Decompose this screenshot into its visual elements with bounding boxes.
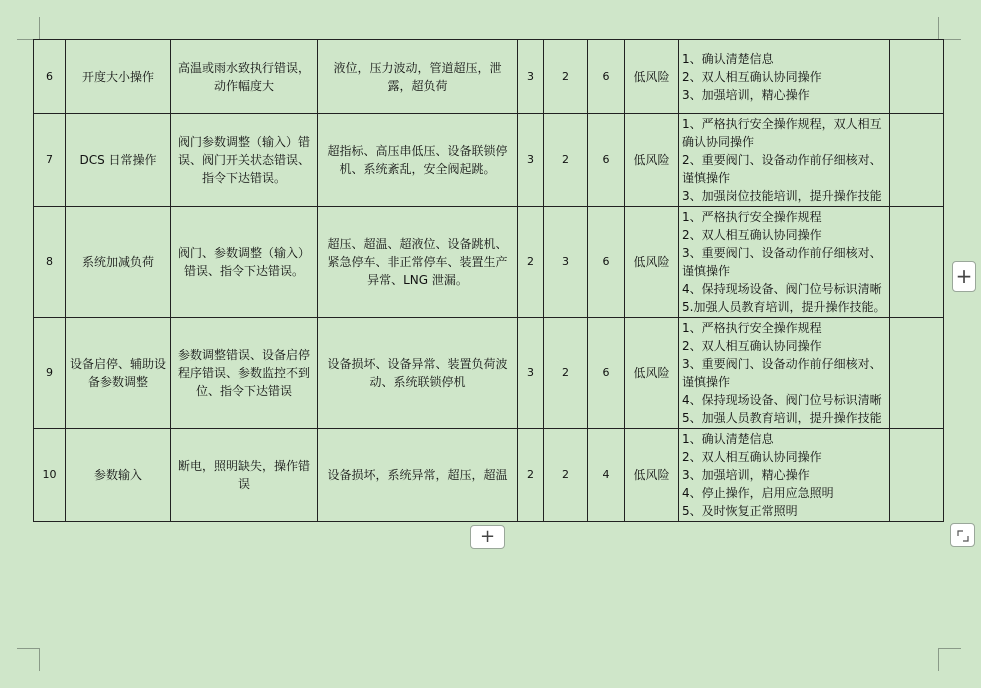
measure-item: 5.加强人员教育培训，提升操作技能。: [682, 300, 886, 314]
operation-cell[interactable]: 系统加减负荷: [66, 207, 171, 318]
consequence-cell[interactable]: 超压、超温、超液位、设备跳机、紧急停车、非正常停车、装置生产异常、LNG 泄漏。: [318, 207, 518, 318]
cause-cell[interactable]: 参数调整错误、设备启停程序错误、参数监控不到位、指令下达错误: [171, 318, 318, 429]
risk-value-cell[interactable]: 6: [588, 114, 625, 207]
risk-level-cell[interactable]: 低风险: [625, 318, 679, 429]
control-measures-cell[interactable]: [679, 429, 890, 522]
measure-item: 1、严格执行安全操作规程: [682, 321, 822, 335]
extra-cell[interactable]: [890, 318, 944, 429]
severity-cell[interactable]: 2: [544, 114, 588, 207]
consequence-cell[interactable]: 设备损坏，系统异常，超压，超温: [318, 429, 518, 522]
measure-item: 2、双人相互确认协同操作: [682, 339, 822, 353]
likelihood-cell[interactable]: 3: [518, 318, 544, 429]
risk-value-cell[interactable]: 6: [588, 318, 625, 429]
measure-item: 1、严格执行安全操作规程: [682, 210, 822, 224]
operation-cell[interactable]: DCS 日常操作: [66, 114, 171, 207]
risk-level-cell[interactable]: 低风险: [625, 40, 679, 114]
measure-item: 5、及时恢复正常照明: [682, 504, 798, 518]
severity-cell[interactable]: 2: [544, 429, 588, 522]
control-measures-cell[interactable]: [679, 114, 890, 207]
measure-item: 2、重要阀门、设备动作前仔细核对、谨慎操作: [682, 153, 882, 185]
control-measures-cell[interactable]: [679, 40, 890, 114]
row-number[interactable]: 8: [34, 207, 66, 318]
risk-level-cell[interactable]: 低风险: [625, 207, 679, 318]
measure-item: 3、加强培训，精心操作: [682, 87, 810, 102]
consequence-cell[interactable]: 液位，压力波动，管道超压，泄露，超负荷: [318, 40, 518, 114]
extra-cell[interactable]: [890, 429, 944, 522]
operation-cell[interactable]: 参数输入: [66, 429, 171, 522]
cause-cell[interactable]: 阀门参数调整（输入）错误、阀门开关状态错误、指令下达错误。: [171, 114, 318, 207]
plus-icon: +: [955, 264, 973, 288]
measure-item: 2、双人相互确认协同操作: [682, 69, 822, 84]
row-number[interactable]: 10: [34, 429, 66, 522]
risk-value-cell[interactable]: 6: [588, 40, 625, 114]
measure-item: 3、重要阀门、设备动作前仔细核对、谨慎操作: [682, 357, 882, 389]
risk-value-cell[interactable]: 6: [588, 207, 625, 318]
operation-cell[interactable]: 开度大小操作: [66, 40, 171, 114]
severity-cell[interactable]: 2: [544, 40, 588, 114]
page-corner-mark-bottom-right: [938, 648, 961, 671]
severity-cell[interactable]: 2: [544, 318, 588, 429]
extra-cell[interactable]: [890, 114, 944, 207]
risk-level-cell[interactable]: 低风险: [625, 429, 679, 522]
table-resize-handle[interactable]: [950, 523, 975, 547]
table-row: [34, 318, 944, 429]
row-number[interactable]: 6: [34, 40, 66, 114]
measure-item: 3、加强培训，精心操作: [682, 468, 810, 482]
severity-cell[interactable]: 3: [544, 207, 588, 318]
measure-item: 1、严格执行安全操作规程，双人相互确认协同操作: [682, 117, 882, 149]
add-row-button[interactable]: [470, 525, 505, 549]
operation-cell[interactable]: 设备启停、辅助设备参数调整: [66, 318, 171, 429]
page-corner-mark-top-left: [17, 17, 40, 40]
control-measures-cell[interactable]: [679, 318, 890, 429]
measure-item: 3、加强岗位技能培训，提升操作技能: [682, 189, 882, 203]
row-number[interactable]: 9: [34, 318, 66, 429]
cause-cell[interactable]: 阀门、参数调整（输入）错误、指令下达错误。: [171, 207, 318, 318]
measure-item: 4、停止操作，启用应急照明: [682, 486, 834, 500]
likelihood-cell[interactable]: 2: [518, 429, 544, 522]
page-corner-mark-top-right: [938, 17, 961, 40]
measure-item: 2、双人相互确认协同操作: [682, 228, 822, 242]
measure-item: 4、保持现场设备、阀门位号标识清晰: [682, 393, 882, 407]
table-row: [34, 429, 944, 522]
measure-item: 4、保持现场设备、阀门位号标识清晰: [682, 282, 882, 296]
consequence-cell[interactable]: 超指标、高压串低压、设备联锁停机、系统紊乱，安全阀起跳。: [318, 114, 518, 207]
table-row: [34, 207, 944, 318]
risk-level-cell[interactable]: 低风险: [625, 114, 679, 207]
measure-item: 1、确认清楚信息: [682, 51, 774, 66]
table-row: [34, 40, 944, 114]
measure-item: 3、重要阀门、设备动作前仔细核对、谨慎操作: [682, 246, 882, 278]
extra-cell[interactable]: [890, 207, 944, 318]
consequence-cell[interactable]: 设备损坏、设备异常、装置负荷波动、系统联锁停机: [318, 318, 518, 429]
likelihood-cell[interactable]: 3: [518, 40, 544, 114]
cause-cell[interactable]: 高温或雨水致执行错误，动作幅度大: [171, 40, 318, 114]
measure-item: 2、双人相互确认协同操作: [682, 450, 822, 464]
measure-item: 5、加强人员教育培训，提升操作技能: [682, 411, 882, 425]
risk-assessment-table: [33, 39, 944, 522]
extra-cell[interactable]: [890, 40, 944, 114]
page-corner-mark-bottom-left: [17, 648, 40, 671]
add-column-button[interactable]: [952, 261, 976, 292]
likelihood-cell[interactable]: 2: [518, 207, 544, 318]
cause-cell[interactable]: 断电，照明缺失，操作错误: [171, 429, 318, 522]
table-resize-icon: [957, 530, 969, 542]
risk-value-cell[interactable]: 4: [588, 429, 625, 522]
table-row: [34, 114, 944, 207]
likelihood-cell[interactable]: 3: [518, 114, 544, 207]
control-measures-cell[interactable]: [679, 207, 890, 318]
row-number[interactable]: 7: [34, 114, 66, 207]
measure-item: 1、确认清楚信息: [682, 432, 774, 446]
plus-icon: +: [479, 526, 496, 547]
